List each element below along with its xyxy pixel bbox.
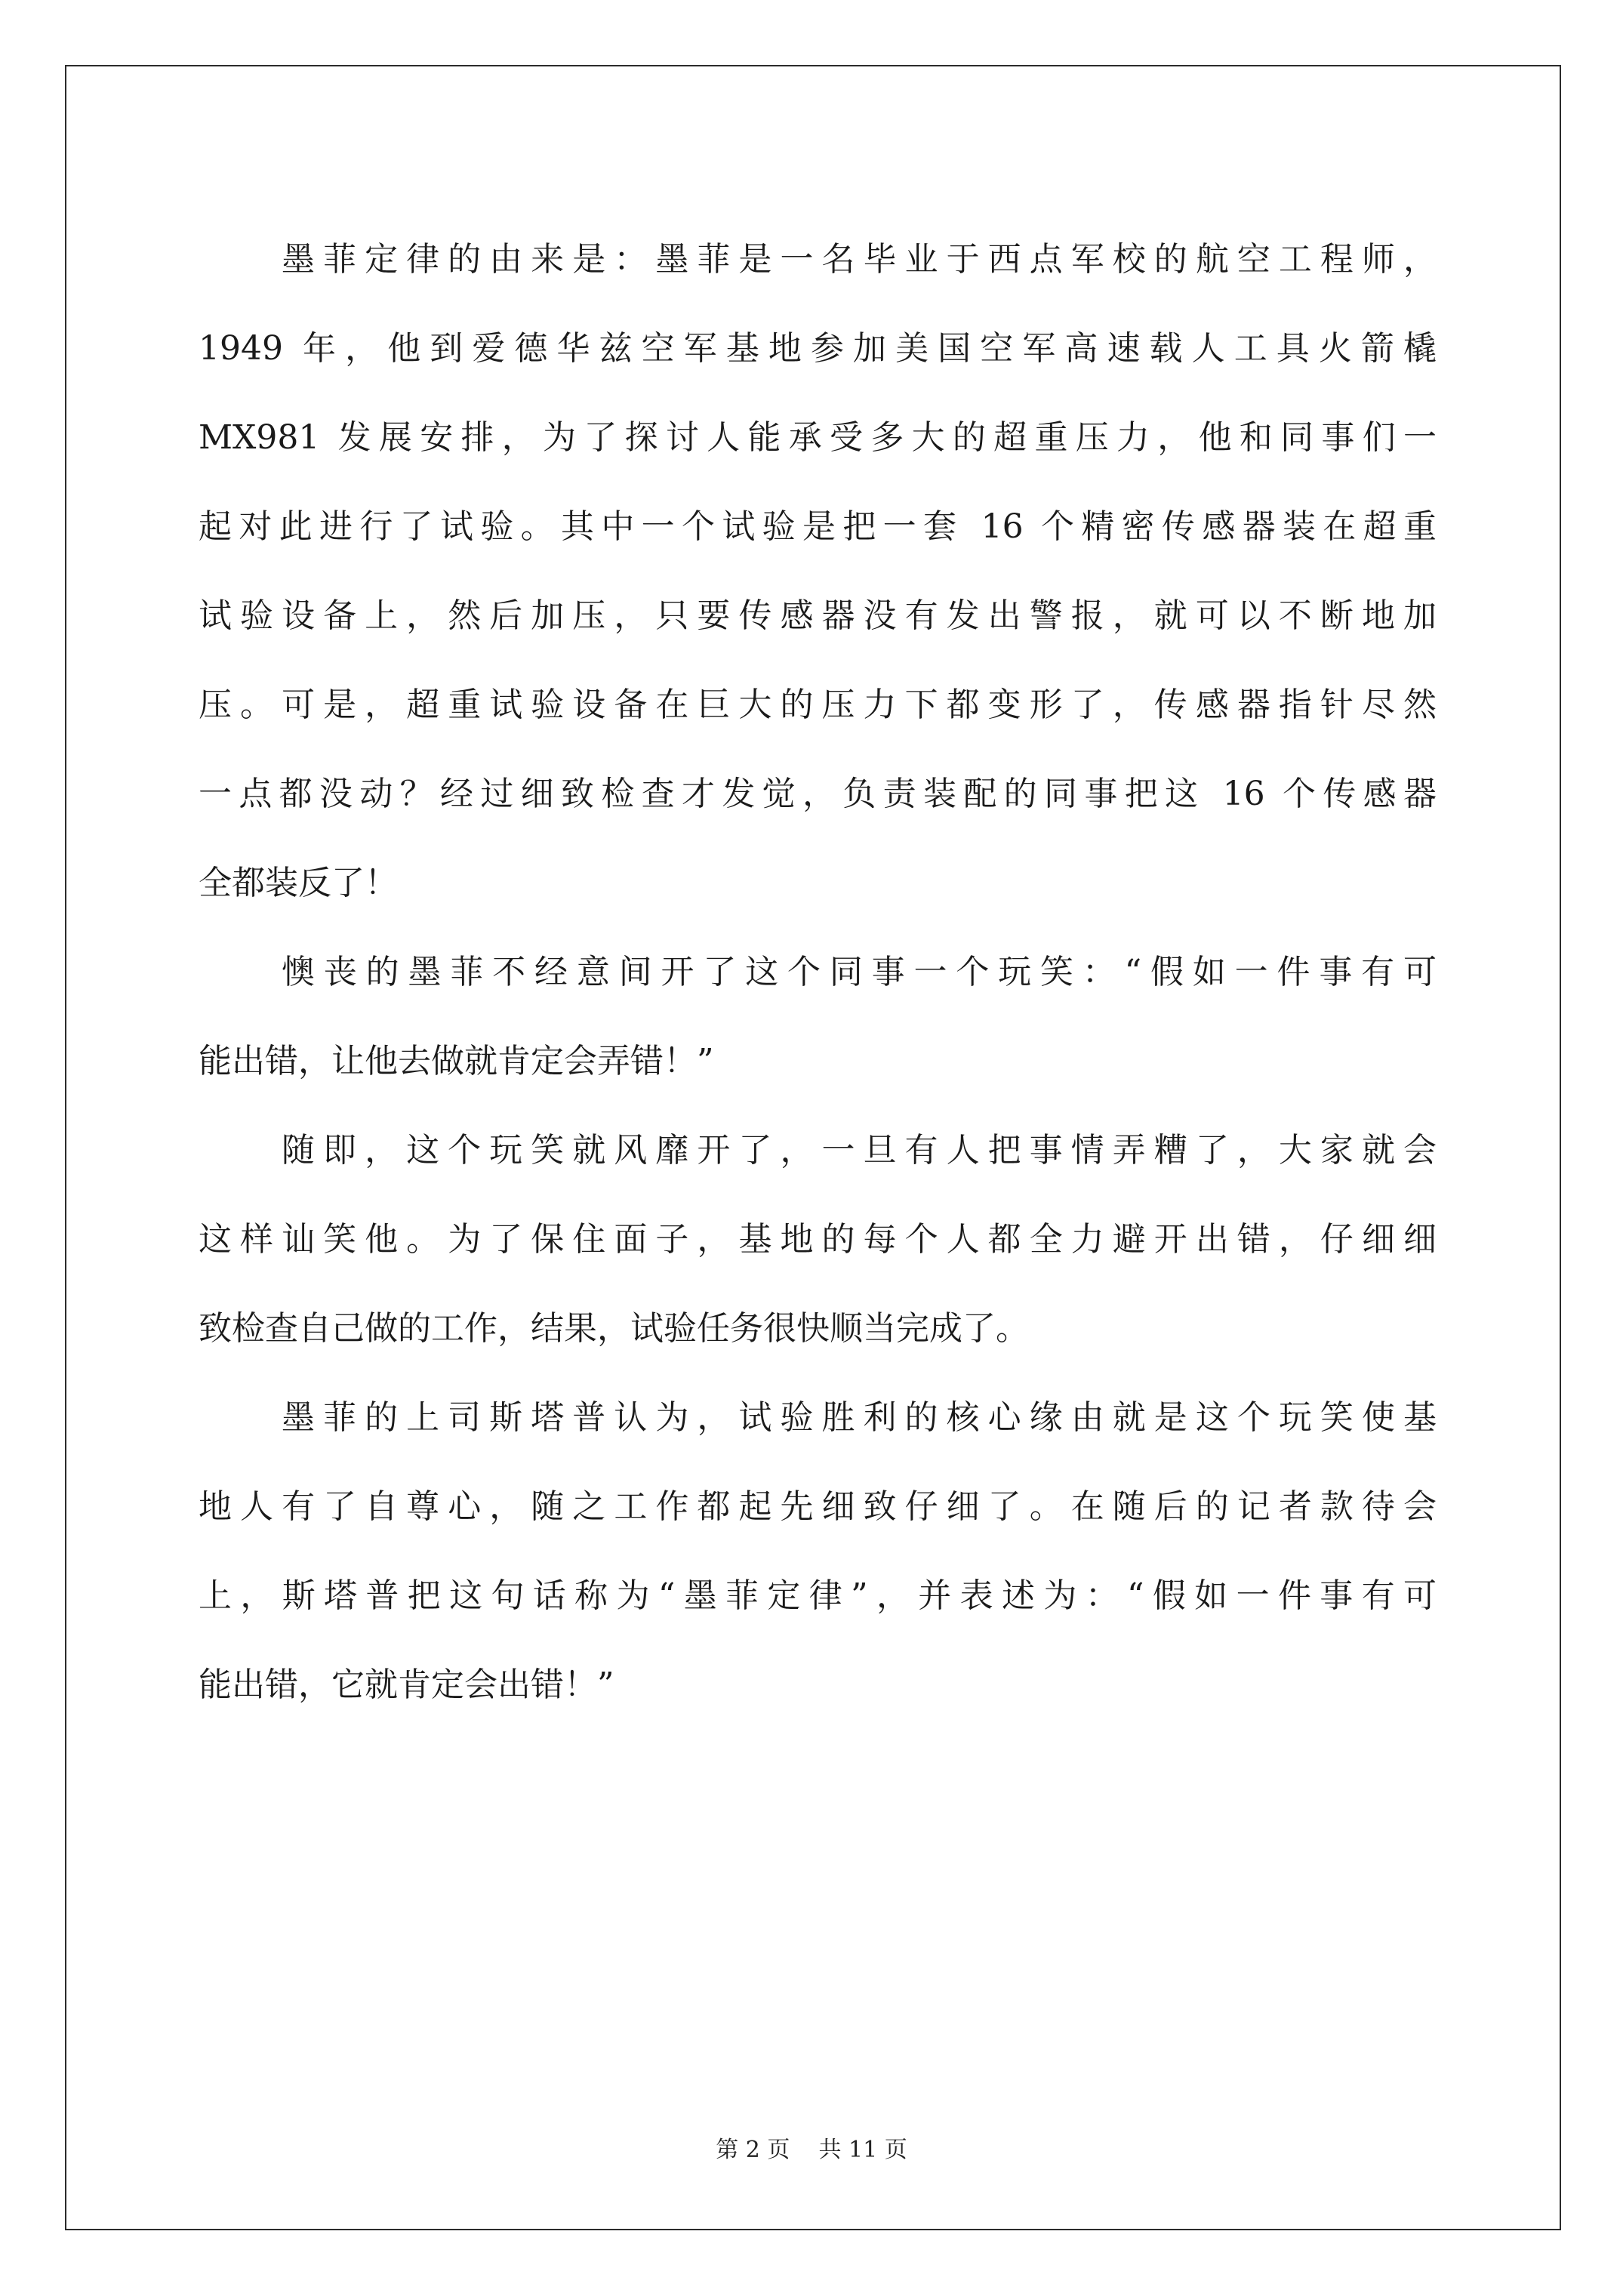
- text-line: 墨菲的上司斯塔普认为，试验胜利的核心缘由就是这个玩笑使基: [282, 1398, 1437, 1437]
- text-line: 这样讪笑他。为了保住面子，基地的每个人都全力避开出错，仔细细: [199, 1220, 1437, 1259]
- text-line: MX981 发展安排，为了探讨人能承受多大的超重压力，他和同事们一: [199, 418, 1437, 457]
- text-line: 地人有了自尊心，随之工作都起先细致仔细了。在随后的记者款待会: [199, 1487, 1437, 1526]
- paragraph: [199, 1106, 1437, 1373]
- text-line: 能出错，让他去做就肯定会弄错！”: [199, 1042, 714, 1080]
- text-line: 试验设备上，然后加压，只要传感器没有发出警报，就可以不断地加: [199, 596, 1437, 635]
- text-line: 上，斯塔普把这句话称为“墨菲定律”，并表述为：“假如一件事有可: [199, 1576, 1437, 1615]
- page-number-footer: 第 2 页 共 11 页: [716, 2137, 907, 2163]
- text-line: 1949 年，他到爱德华兹空军基地参加美国空军高速载人工具火箭橇: [199, 329, 1437, 368]
- text-line: 墨菲定律的由来是：墨菲是一名毕业于西点军校的航空工程师，: [282, 240, 1437, 279]
- text-line: 能出错，它就肯定会出错！”: [199, 1666, 614, 1704]
- paragraph: [199, 928, 1437, 1106]
- text-line: 起对此进行了试验。其中一个试验是把一套 16 个精密传感器装在超重: [199, 507, 1437, 546]
- text-line: 全都装反了！: [199, 864, 398, 902]
- paragraph: [199, 1373, 1437, 1730]
- document-body: [199, 215, 1437, 1730]
- text-line: 致检查自己做的工作，结果，试验任务很快顺当完成了。: [199, 1309, 1029, 1348]
- text-line: 随即，这个玩笑就风靡开了，一旦有人把事情弄糟了，大家就会: [282, 1131, 1437, 1170]
- text-line: 懊丧的墨菲不经意间开了这个同事一个玩笑：“假如一件事有可: [282, 953, 1437, 991]
- text-line: 一点都没动？经过细致检查才发觉，负责装配的同事把这 16 个传感器: [199, 775, 1437, 813]
- text-line: 压。可是，超重试验设备在巨大的压力下都变形了，传感器指针尽然: [199, 686, 1437, 724]
- paragraph: [199, 215, 1437, 928]
